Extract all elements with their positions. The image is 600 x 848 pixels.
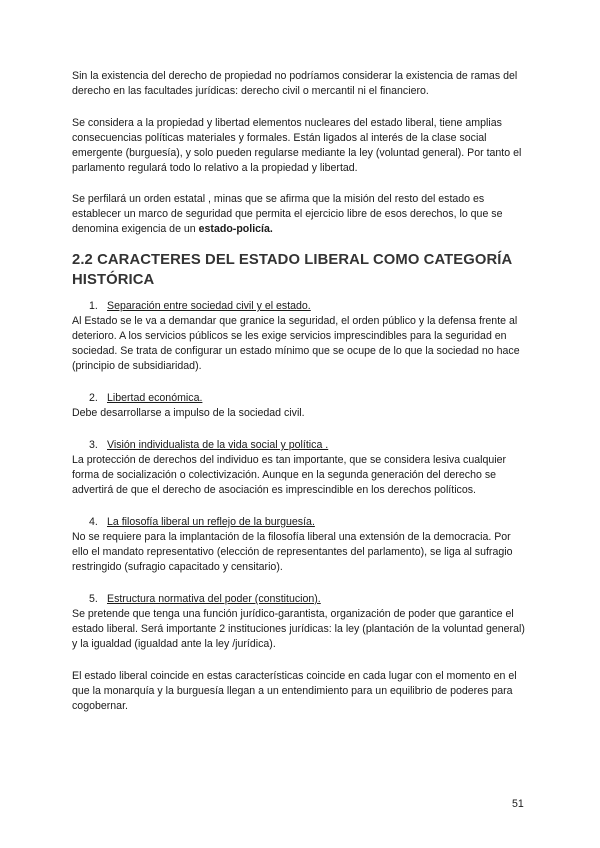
list-item-title: La filosofía liberal un reflejo de la burguesía. xyxy=(107,516,315,528)
list-item-body: Debe desarrollarse a impulso de la sociedad civil. xyxy=(72,407,305,419)
list-item-number: 5. xyxy=(89,593,98,605)
paragraph-property-liberty: Se considera a la propiedad y libertad elementos nucleares del estado liberal, tiene amplias consecuencias políticas materiales y formales. Están ligados al interés de la clase social emergente (burguesía), y solo pueden regularse mediante la ley (voluntad general). Por tanto el parlamento regulará todo lo relativo a la propiedad y libertad. xyxy=(72,117,522,174)
list-item-heading xyxy=(72,438,528,453)
list-item-body: No se requiere para la implantación de la filosofía liberal una extensión de la democracia. Por ello el mandato representativo (elección de representantes del parlamento), se liga al sufragio restringido (sufragio capacitado y censitario). xyxy=(72,531,513,573)
list-item-number: 4. xyxy=(89,516,98,528)
list-item-number: 2. xyxy=(89,392,98,404)
list-item-title: Estructura normativa del poder (constitucion). xyxy=(107,593,321,605)
list-item-body: La protección de derechos del individuo es tan importante, que se considera lesiva cualquier forma de socialización o colectivización. Aunque en la segunda generación del derecho se advertirá de que el derecho de asociación es imprescindible en los derechos políticos. xyxy=(72,454,507,496)
list-item xyxy=(72,515,528,575)
document-page xyxy=(72,64,528,714)
paragraph-property-rights: Sin la existencia del derecho de propiedad no podríamos considerar la existencia de ramas del derecho en las facultades jurídicas: derecho civil o mercantil ni el financiero. xyxy=(72,70,518,97)
list-item-heading xyxy=(72,515,528,530)
page-number: 51 xyxy=(512,798,524,810)
list-item-number: 3. xyxy=(89,439,98,451)
list-item-heading xyxy=(72,299,528,314)
closing-paragraph: El estado liberal coincide en estas características coincide en cada lugar con el momento en el que la monarquía y la burguesía llegan a un entendimiento para un equilibrio de poderes para cogobernar. xyxy=(72,670,517,712)
list-item xyxy=(72,592,528,652)
paragraph-state-order xyxy=(72,192,528,237)
list-item xyxy=(72,391,528,421)
list-item xyxy=(72,299,528,374)
list-item-body: Se pretende que tenga una función jurídico-garantista, organización de poder que garantice el estado liberal. Será importante 2 instituciones jurídicas: la ley (plantación de la voluntad general) y la igualdad (igualdad ante la ley /jurídica). xyxy=(72,608,525,650)
list-item-title: Separación entre sociedad civil y el estado. xyxy=(107,300,311,312)
estado-policia-term: estado-policía. xyxy=(198,223,273,235)
list-item-heading xyxy=(72,592,528,607)
list-item-title: Visión individualista de la vida social y política . xyxy=(107,439,329,451)
paragraph-state-order-text: Se perfilará un orden estatal , minas que se afirma que la misión del resto del estado es establecer un marco de seguridad que permita el ejercicio libre de esos derechos, lo que se denomina exigencia de un xyxy=(72,193,503,235)
section-heading: 2.2 CARACTERES DEL ESTADO LIBERAL COMO CATEGORÍA HISTÓRICA xyxy=(72,252,512,288)
list-item-title: Libertad económica. xyxy=(107,392,203,404)
list-item xyxy=(72,438,528,498)
list-item-number: 1. xyxy=(89,300,98,312)
list-item-heading xyxy=(72,391,528,406)
list-item-body: Al Estado se le va a demandar que granice la seguridad, el orden público y la defensa frente al deterioro. A los servicios públicos se les exige servicios imprescindibles para la seguridad en sociedad. Se trata de configurar un estado mínimo que se ocupe de lo que la sociedad no hace (principio de subsidiaridad). xyxy=(72,315,520,372)
